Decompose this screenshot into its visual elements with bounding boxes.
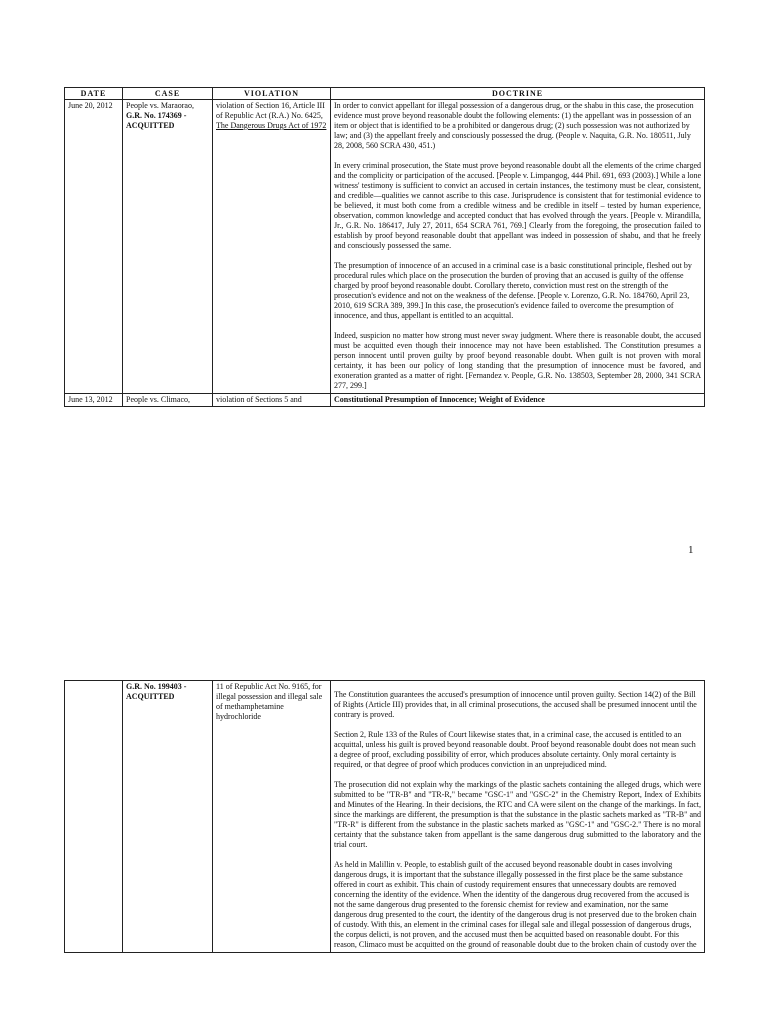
row-case: [123, 100, 213, 394]
case-name: People vs. Maraorao,: [126, 101, 194, 110]
table-row: [65, 681, 705, 953]
row-violation: violation of Sections 5 and: [213, 394, 331, 407]
header-violation: VIOLATION: [213, 88, 331, 100]
case-gr-number: G.R. No. 174369 -: [126, 111, 187, 120]
violation-text: violation of Section 16, Article III of Republic Act (R.A.) No. 6425,: [216, 101, 325, 120]
case-verdict: ACQUITTED: [126, 692, 175, 701]
page-number: 1: [688, 544, 694, 556]
table-row: [65, 394, 705, 407]
row-violation: 11 of Republic Act No. 9165, for illegal possession and illegal sale of methamphetamine hydrochloride: [213, 681, 331, 953]
row-violation: [213, 100, 331, 394]
case-verdict: ACQUITTED: [126, 121, 175, 130]
table-header-row: [65, 88, 705, 100]
row-date: [65, 681, 123, 953]
header-case: CASE: [123, 88, 213, 100]
case-gr-number: G.R. No. 199403 -: [126, 682, 187, 691]
case-digest-table: [64, 87, 705, 407]
row-doctrine: [331, 100, 705, 394]
doctrine-paragraph: In every criminal prosecution, the State must prove beyond reasonable doubt all the elements of the crime charged and the complicity or participation of the accused. [People v. Limpangog, 444 Phil. 691, 693 (2003).] While a lone witness' testimony is sufficient to convict an accused in certain instances, the testimony must be clear, consistent, and credible—qualities we cannot ascribe to this case. Jurisprudence is consistent that for testimonial evidence to be believed, it must both come from a credible witness and be credible in itself – tested by human experience, observation, common knowledge and accepted conduct that has evolved through the years. [People v. Mirandilla, Jr., G.R. No. 186417, July 27, 2011, 654 SCRA 761, 769.] Clearly from the foregoing, the prosecution failed to establish by proof beyond reasonable doubt that appellant was indeed in possession of shabu, and that he freely and consciously possessed the same.: [334, 161, 701, 250]
doctrine-paragraph: Indeed, suspicion no matter how strong must never sway judgment. Where there is reasonable doubt, the accused must be acquitted even though their innocence may not have been established. The Constitution presumes a person innocent until proven guilty by proof beyond reasonable doubt. When guilt is not proven with moral certainty, it has been our policy of long standing that the presumption of innocence must be favored, and exoneration granted as a matter of right. [Fernandez v. People, G.R. No. 138503, September 28, 2000, 341 SCRA 277, 299.]: [334, 331, 701, 390]
doctrine-paragraph: The presumption of innocence of an accused in a criminal case is a basic constitutional principle, fleshed out by procedural rules which place on the prosecution the burden of proving that an accused is guilty of the offense charged by proof beyond reasonable doubt. Corollary thereto, conviction must rest on the strength of the prosecution's evidence and not on the weakness of the defense. [People v. Lorenzo, G.R. No. 184760, April 23, 2010, 619 SCRA 389, 399.] In this case, the prosecution's evidence failed to overcome the presumption of innocence, and thus, appellant is entitled to an acquittal.: [334, 261, 692, 320]
table-row: [65, 100, 705, 394]
row-date: June 13, 2012: [65, 394, 123, 407]
doctrine-paragraph: Section 2, Rule 133 of the Rules of Court likewise states that, in a criminal case, the accused is entitled to an acquittal, unless his guilt is proved beyond reasonable doubt. Proof beyond reasonable doubt does not mean such a degree of proof, excluding possibility of error, which produces absolute certainty. Only moral certainty is required, or that degree of proof which produces conviction in an unprejudiced mind.: [334, 730, 696, 769]
header-doctrine: DOCTRINE: [331, 88, 705, 100]
violation-law-title: The Dangerous Drugs Act of 1972: [216, 121, 327, 130]
row-doctrine: [331, 681, 705, 953]
row-case: People vs. Climaco,: [123, 394, 213, 407]
doctrine-paragraph: The prosecution did not explain why the markings of the plastic sachets containing the alleged drugs, which were submitted to be "TR-B" and "TR-R," became "GSC-1" and "GSC-2" in the Chemistry Report, Index of Exhibits and Minutes of the Hearing. In their decisions, the RTC and CA were silent on the change of the markings. In fact, since the markings are different, the presumption is that the substance in the plastic sachets marked as "TR-B" and "TR-R" is different from the substance in the plastic sachets marked as "GSC-1" and "GSC-2." There is no moral certainty that the substance taken from appellant is the same dangerous drug submitted to the laboratory and the trial court.: [334, 780, 701, 849]
doctrine-paragraph: In order to convict appellant for illegal possession of a dangerous drug, or the shabu in this case, the prosecution evidence must prove beyond reasonable doubt the following elements: (1) the appellant was in possession of an item or object that is identified to be a prohibited or dangerous drug; (2) such possession was not authorized by law; and (3) the appellant freely and consciously possessed the drug. (People v. Naquita, G.R. No. 180511, July 28, 2008, 560 SCRA 430, 451.): [334, 101, 694, 150]
page-gap: [0, 600, 768, 612]
header-date: DATE: [65, 88, 123, 100]
doctrine-paragraph: As held in Malillin v. People, to establish guilt of the accused beyond reasonable doubt in cases involving dangerous drugs, it is important that the substance illegally possessed in the first place be the same substance offered in court as exhibit. This chain of custody requirement ensures that unnecessary doubts are removed concerning the identity of the evidence. When the identity of the dangerous drug recovered from the accused is not the same dangerous drug presented to the forensic chemist for review and examination, nor the same dangerous drug presented to the court, the identity of the dangerous drug is not preserved due to the broken chain of custody. With this, an element in the criminal cases for illegal sale and illegal possession of dangerous drugs, the corpus delicti, is not proven, and the accused must then be acquitted based on reasonable doubt. For this reason, Climaco must be acquitted on the ground of reasonable doubt due to the broken chain of custody over the: [334, 860, 697, 949]
doctrine-paragraph: The Constitution guarantees the accused's presumption of innocence until proven guilty. Section 14(2) of the Bill of Rights (Article III) provides that, in all criminal prosecutions, the accused shall be presumed innocent until the contrary is proved.: [334, 690, 697, 719]
row-case: [123, 681, 213, 953]
document-page-2: [0, 612, 768, 1024]
case-digest-table-continued: [64, 680, 705, 953]
doctrine-heading: Constitutional Presumption of Innocence; Weight of Evidence: [331, 394, 705, 407]
row-date: June 20, 2012: [65, 100, 123, 394]
